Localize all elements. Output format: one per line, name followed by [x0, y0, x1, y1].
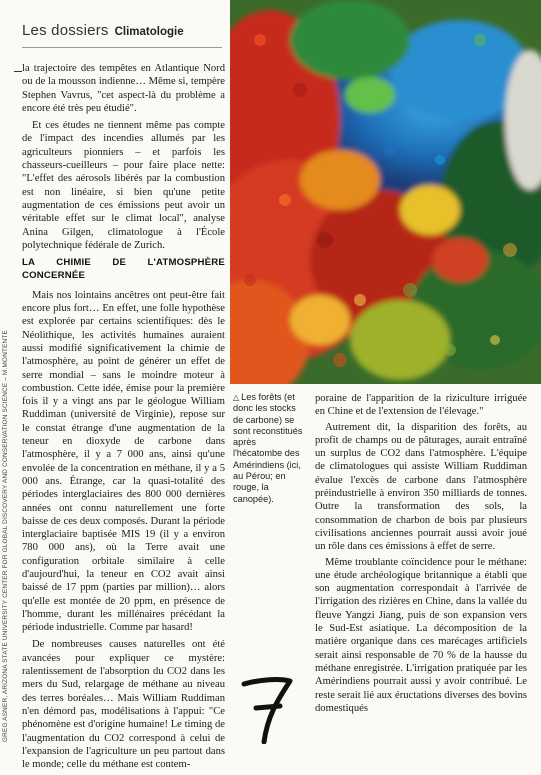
- left-paragraph-3: Mais nos lointains ancêtres ont peut-être fait encore plus fort… En effet, une folle hypothèse est explorée par certains scientifiques: dès le Néolithique, les activités humaines auraient aussi modifié significativement la chimie de l'atmosphère, au point de générer un effet de serre mondial – sans le moindre moteur à combustion. Cette idée, émise pour la première fois il y a vingt ans par le géologue William Ruddiman (université de Virginie), repose sur le constat étrange d'une augmentation de la teneur en dioxyde de carbone dans l'atmosphère, il y a 7 000 ans, ainsi qu'une envolée de la concentration en méthane, il y a 5 000 ans. Étrange, car la quasi-totalité des périodes interglaciaires des 800 000 dernières années ont connu naturellement une forte baisse de ces deux composés. Durant la période interglaciaire baptisée MIS 19 (il y a environ 780 000 ans), où la Terre avait une configuration orbitale similaire à celle d'aujourd'hui, la teneur en CO2 avait ainsi baissé de 17 ppm (parties par million)… alors qu'elle est montée de 20 ppm, en présence de l'homme, durant les millénaires précédant la période industrielle. Comme par hasard!: [22, 289, 225, 634]
- continuation-arrow: [14, 71, 22, 72]
- left-paragraph-2: Et ces études ne tiennent même pas compte de l'impact des incendies allumés par les agriculteurs pionniers – et parfois les chasseurs-cueilleurs – pour faire place nette: "L'effet des aérosols libérés par la combustion est non linéaire, si bien qu'une petite augmentation de ces émissions peut avoir un véritable effet sur le climat local", analyse Anina Gilgen, climatologue à l'École polytechnique fédérale de Zurich.: [22, 120, 225, 251]
- section-title: Les dossiers: [22, 22, 109, 39]
- left-text-column: [22, 62, 225, 775]
- header-rule: [22, 47, 222, 48]
- right-paragraph-2: Autrement dit, la disparition des forêts, au profit de champs ou de pâturages, aurait entraîné un surplus de CO2 dans l'atmosphère. L'équipe de climatologues qui assiste William Ruddiman évalue l'excès de carbone dans l'atmosphère préindustrielle à environ 350 milliards de tonnes. Outre la transformation des sols, la consommation de charbon de bois par plusieurs civilisations anciennes pourrait aussi avoir joué un rôle dans ces émissions à effet de serre.: [315, 421, 527, 553]
- handwritten-number: [238, 672, 298, 744]
- left-paragraph-4: De nombreuses causes naturelles ont été avancées pour expliquer ce mystère: ralentissement de l'absorption du CO2 dans les mers du Sud, relargage de méthane au niveau des terres boréales… Mais William Ruddiman n'en démord pas, modélisations à l'appui: "Ce phénomène est d'origine humaine! Le timing de l'augmentation du CO2 correspond à celui de l'expansion de l'agriculture un peu partout dans le monde; celle du méthane est contem-: [22, 639, 225, 771]
- rainforest-canopy-photo: [230, 0, 541, 384]
- right-paragraph-3: Même troublante coïncidence pour le méthane: une étude archéologique britannique a établi que son augmentation correspondait à l'arrivée de l'irrigation des rizières en Chine, dans la vallée du fleuve Yangzi Jiang, puis de son expansion vers le Sud-Est asiatique. La décomposition de la matière organique dans ces marécages artificiels serait ainsi responsable de 70 % de la hausse du méthane enregistrée. L'irrigation pratiquée par les Amérindiens pourrait aussi y avoir contribué. Le reste serait lié aux éructations diverses des bovins domestiqués: [315, 556, 527, 714]
- page-header: [22, 22, 184, 46]
- photo-caption: [233, 392, 305, 505]
- subsection-title: Climatologie: [114, 26, 184, 38]
- caption-triangle-icon: △: [233, 393, 240, 402]
- caption-text: Les forêts (et donc les stocks de carbone) se sont reconstitués après l'hécatombe des Amérindiens (ici, au Pérou; en rouge, la canopée).: [233, 392, 303, 504]
- right-paragraph-1: poraine de l'apparition de la riziculture irriguée en Chine et de l'extension de l'élevage.": [315, 393, 527, 418]
- section-heading: LA CHIMIE DE L'ATMOSPHÈRE CONCERNÉE: [22, 257, 225, 282]
- left-paragraph-1: la trajectoire des tempêtes en Atlantique Nord ou de la mousson indienne… Même si, tempère Stephen Vavrus, "cet aspect-là du problème a encore été très peu étudié".: [22, 63, 225, 114]
- photo-credit: GREG ASNER, ARIZONA STATE UNIVERSITY CENTER FOR GLOBAL DISCOVERY AND CONSERVATION SCIENCE – M.MONTENTE: [2, 330, 9, 742]
- right-text-column: [315, 392, 527, 717]
